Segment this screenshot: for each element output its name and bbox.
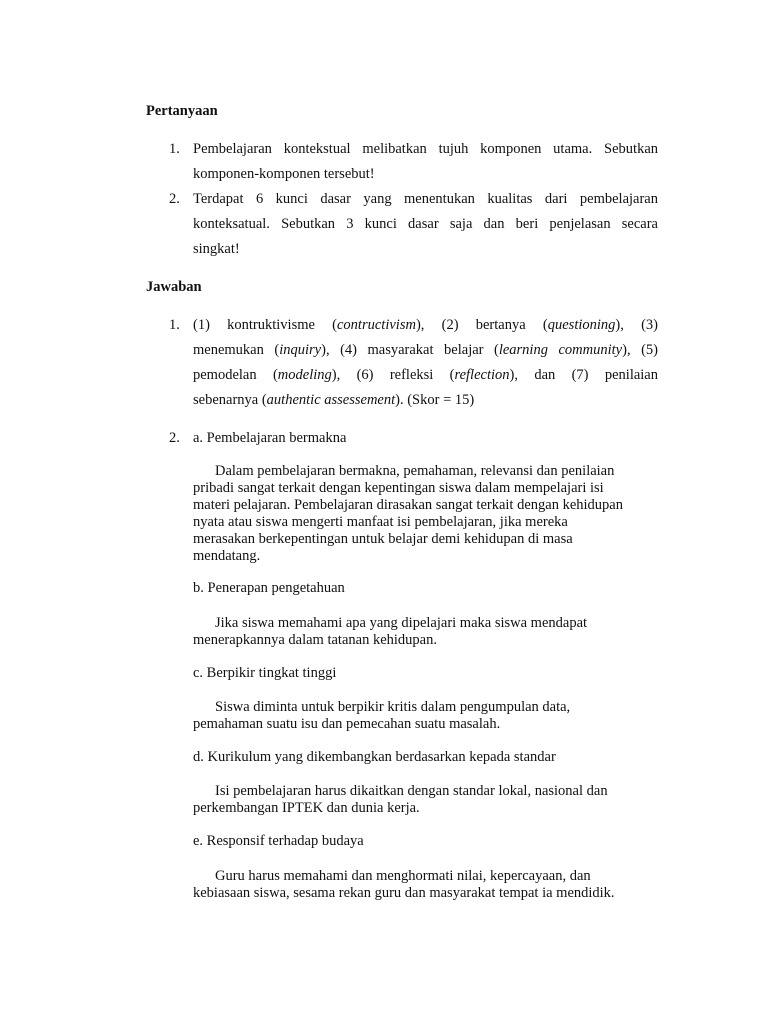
answers-heading: Jawaban [146,279,202,295]
question-2-line-2: konteksatual. Sebutkan 3 kunci dasar saja dan beri penjelasan secara [193,216,658,232]
question-2-line-3: singkat! [193,241,240,257]
answer-1-line-1: (1) kontruktivisme (contructivism), (2) bertanya (questioning), (3) [193,317,658,333]
question-2-line-1: Terdapat 6 kunci dasar yang menentukan kualitas dari pembelajaran [193,191,658,207]
section-d-title: d. Kurikulum yang dikembangkan berdasarkan kepada standar [193,749,556,765]
section-c-title: c. Berpikir tingkat tinggi [193,665,337,681]
section-c-body: Siswa diminta untuk berpikir kritis dalam pengumpulan data, pemahaman suatu isu dan pemecahan suatu masalah. [193,699,571,732]
section-b-title: b. Penerapan pengetahuan [193,580,345,596]
answer-1-line-3: pemodelan (modeling), (6) refleksi (reflection), dan (7) penilaian [193,367,658,383]
section-d-body: Isi pembelajaran harus dikaitkan dengan standar lokal, nasional dan perkembangan IPTEK dan dunia kerja. [193,783,608,816]
answer-2-number: 2. [169,430,180,446]
question-1-line-1: Pembelajaran kontekstual melibatkan tujuh komponen utama. Sebutkan [193,141,658,157]
section-e-title: e. Responsif terhadap budaya [193,833,364,849]
question-1-line-2: komponen-komponen tersebut! [193,166,375,182]
answer-1-line-2: menemukan (inquiry), (4) masyarakat belajar (learning community), (5) [193,342,658,358]
questions-heading: Pertanyaan [146,103,218,119]
question-2-number: 2. [169,191,180,207]
section-a-title: a. Pembelajaran bermakna [193,430,347,446]
answer-1-number: 1. [169,317,180,333]
section-b-body: Jika siswa memahami apa yang dipelajari maka siswa mendapat menerapkannya dalam tatanan kehidupan. [193,615,588,648]
question-1-number: 1. [169,141,180,157]
section-e-body: Guru harus memahami dan menghormati nilai, kepercayaan, dan kebiasaan siswa, sesama rekan guru dan masyarakat tempat ia mendidik. [193,868,615,901]
answer-1-line-4: sebenarnya (authentic assessement). (Skor = 15) [193,392,475,408]
section-a-body: Dalam pembelajaran bermakna, pemahaman, relevansi dan penilaian pribadi sangat terkait dengan kepentingan siswa dalam mempelajari isi materi pelajaran. Pembelajaran dirasakan sangat terkait dengan kehidupan nyata atau siswa mengerti manfaat isi pembelajaran, jika mereka merasakan berkepentingan untuk belajar demi kehidupan di masa mendatang. [193,463,623,564]
